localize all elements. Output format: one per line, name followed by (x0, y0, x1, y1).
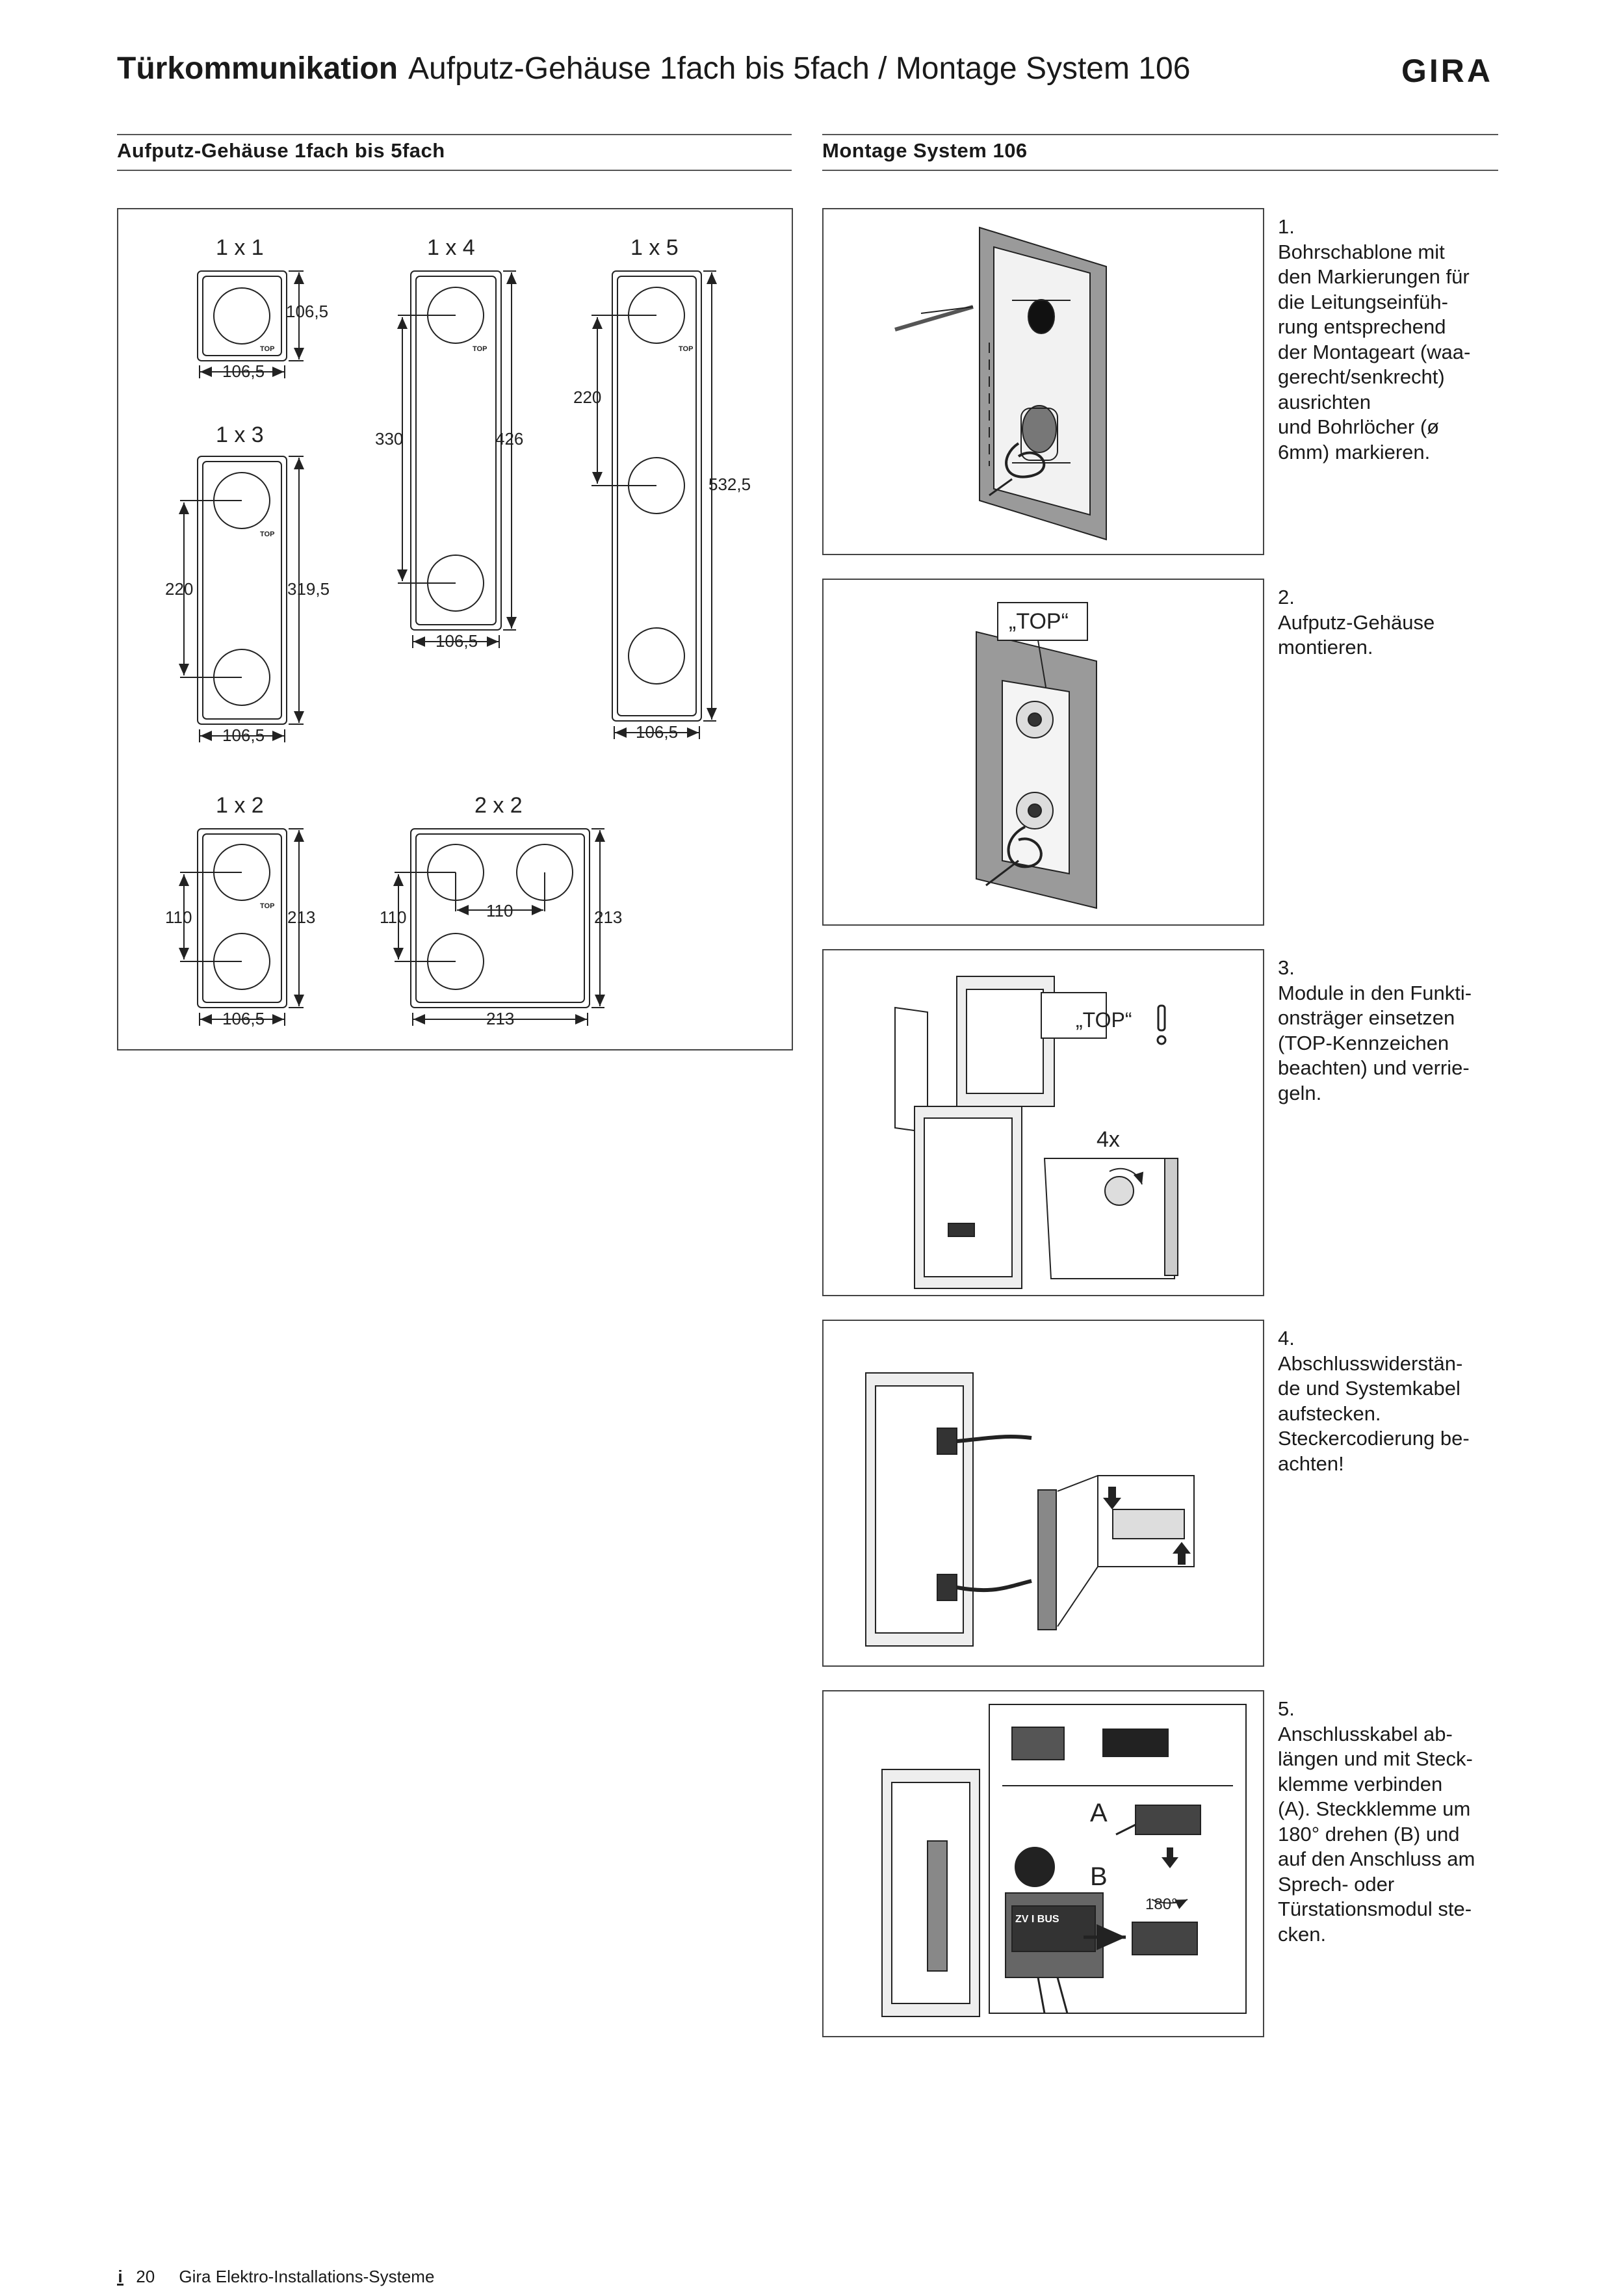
dim-width: 106,5 (222, 725, 265, 745)
title-subtitle: Aufputz-Gehäuse 1fach bis 5fach / Montage System 106 (408, 51, 1191, 86)
housing-label: 1 x 5 (630, 235, 679, 260)
footer-text: Gira Elektro-Installations-Systeme (179, 2267, 435, 2286)
dim-spacing: 220 (165, 579, 194, 599)
dim-width: 106,5 (636, 722, 679, 742)
rotation-angle: 180° (1145, 1896, 1178, 1913)
housing-1x5 (591, 271, 716, 739)
step-number: 4. (1278, 1327, 1295, 1350)
step-line: onsträger einsetzen (1278, 1006, 1455, 1029)
terminal-label: ZV I BUS (1015, 1914, 1059, 1925)
cable-connect-drawing (824, 1321, 1263, 1665)
dim-width: 106,5 (435, 631, 478, 651)
page-number: 20 (136, 2267, 155, 2286)
housing-1x4 (398, 271, 516, 648)
step-line: auf den Anschluss am (1278, 1847, 1475, 1870)
step-line: der Montageart (waa- (1278, 340, 1471, 363)
step-2-text (1278, 585, 1499, 660)
step-1-illustration (822, 208, 1264, 555)
page-title (117, 51, 1190, 86)
step-line: gerecht/senkrecht) (1278, 365, 1445, 388)
step-line: Aufputz-Gehäuse (1278, 610, 1435, 634)
dim-width: 106,5 (222, 361, 265, 381)
top-callout: „TOP“ (1009, 609, 1069, 634)
step-line: Abschlusswiderstän- (1278, 1351, 1463, 1375)
label-a: A (1090, 1799, 1108, 1827)
housing-1x2 (180, 829, 304, 1026)
step-line: Sprech- oder (1278, 1872, 1395, 1896)
step-line: cken. (1278, 1922, 1327, 1946)
terminal-connect-drawing (824, 1691, 1263, 2036)
housing-label: 2 x 2 (474, 793, 523, 818)
step-line: montieren. (1278, 636, 1373, 659)
step-5-text (1278, 1697, 1499, 1947)
top-mark: TOP (260, 530, 275, 538)
step-3-text (1278, 956, 1499, 1106)
dim-height: 319,5 (287, 579, 330, 599)
housing-label: 1 x 2 (216, 793, 264, 818)
step-line: (TOP-Kennzeichen (1278, 1031, 1449, 1054)
dim-height: 213 (287, 907, 316, 927)
top-mark: TOP (473, 345, 487, 353)
housing-mount-drawing (824, 580, 1263, 924)
step-line: geln. (1278, 1081, 1322, 1104)
step-line: rung entsprechend (1278, 315, 1446, 338)
right-section-heading: Montage System 106 (822, 139, 1028, 162)
left-section-heading: Aufputz-Gehäuse 1fach bis 5fach (117, 139, 445, 162)
housing-drawing (118, 209, 792, 1049)
step-number: 3. (1278, 956, 1295, 979)
info-icon: i (118, 2267, 123, 2286)
step-line: Anschlusskabel ab- (1278, 1722, 1453, 1745)
dim-spacing: 220 (573, 387, 602, 407)
step-line: 6mm) markieren. (1278, 440, 1431, 463)
step-line: Module in den Funkti- (1278, 981, 1472, 1004)
label-b: B (1090, 1862, 1108, 1891)
housing-label: 1 x 4 (427, 235, 475, 260)
step-1-text (1278, 215, 1499, 465)
dim-h-spacing: 110 (486, 901, 513, 920)
step-line: achten! (1278, 1452, 1344, 1475)
housing-label: 1 x 3 (216, 423, 264, 447)
housing-1x3 (180, 456, 304, 742)
dim-height: 106,5 (286, 302, 329, 321)
step-line: und Bohrlöcher (ø (1278, 415, 1440, 438)
warning-icon (1158, 1006, 1165, 1044)
step-4-illustration (822, 1320, 1264, 1667)
top-mark: TOP (679, 345, 694, 353)
dim-width: 213 (486, 1009, 515, 1028)
step-2-illustration (822, 579, 1264, 926)
dim-spacing: 330 (375, 429, 404, 449)
step-line: den Markierungen für (1278, 265, 1470, 288)
step-number: 1. (1278, 215, 1295, 238)
step-3-illustration (822, 949, 1264, 1296)
dim-height: 426 (495, 429, 524, 449)
step-line: ausrichten (1278, 390, 1371, 413)
dim-spacing: 110 (165, 907, 192, 927)
title-main: Türkommunikation (117, 51, 398, 86)
drill-template-drawing (824, 209, 1263, 554)
step-line: (A). Steckklemme um (1278, 1797, 1471, 1820)
step-line: längen und mit Steck- (1278, 1747, 1473, 1770)
step-5-illustration (822, 1690, 1264, 2037)
divider (117, 170, 792, 171)
step-line: 180° drehen (B) und (1278, 1822, 1460, 1846)
step-4-text (1278, 1326, 1499, 1476)
top-callout: „TOP“ (1076, 1008, 1132, 1032)
dim-width: 106,5 (222, 1009, 265, 1028)
divider (117, 134, 792, 135)
housing-2x2 (395, 829, 604, 1026)
module-insert-drawing (824, 950, 1263, 1295)
step-line: aufstecken. (1278, 1402, 1381, 1425)
step-number: 2. (1278, 586, 1295, 608)
step-line: klemme verbinden (1278, 1772, 1443, 1795)
step-line: beachten) und verrie- (1278, 1056, 1470, 1079)
page-footer (117, 2267, 434, 2287)
dim-height: 213 (594, 907, 623, 927)
divider (822, 134, 1498, 135)
top-mark: TOP (260, 345, 275, 353)
step-line: Steckercodierung be- (1278, 1427, 1470, 1450)
step-line: Türstationsmodul ste- (1278, 1898, 1472, 1920)
step-number: 5. (1278, 1697, 1295, 1720)
count-label: 4x (1097, 1127, 1120, 1152)
housing-label: 1 x 1 (216, 235, 264, 260)
step-line: de und Systemkabel (1278, 1377, 1461, 1400)
brand-logo: GIRA (1401, 53, 1493, 89)
dim-height: 532,5 (708, 475, 751, 494)
top-mark: TOP (260, 902, 275, 910)
divider (822, 170, 1498, 171)
step-line: die Leitungseinfüh- (1278, 290, 1448, 313)
dim-spacing: 110 (380, 907, 407, 927)
step-line: Bohrschablone mit (1278, 240, 1445, 263)
housing-dimensions-diagram (117, 208, 793, 1050)
